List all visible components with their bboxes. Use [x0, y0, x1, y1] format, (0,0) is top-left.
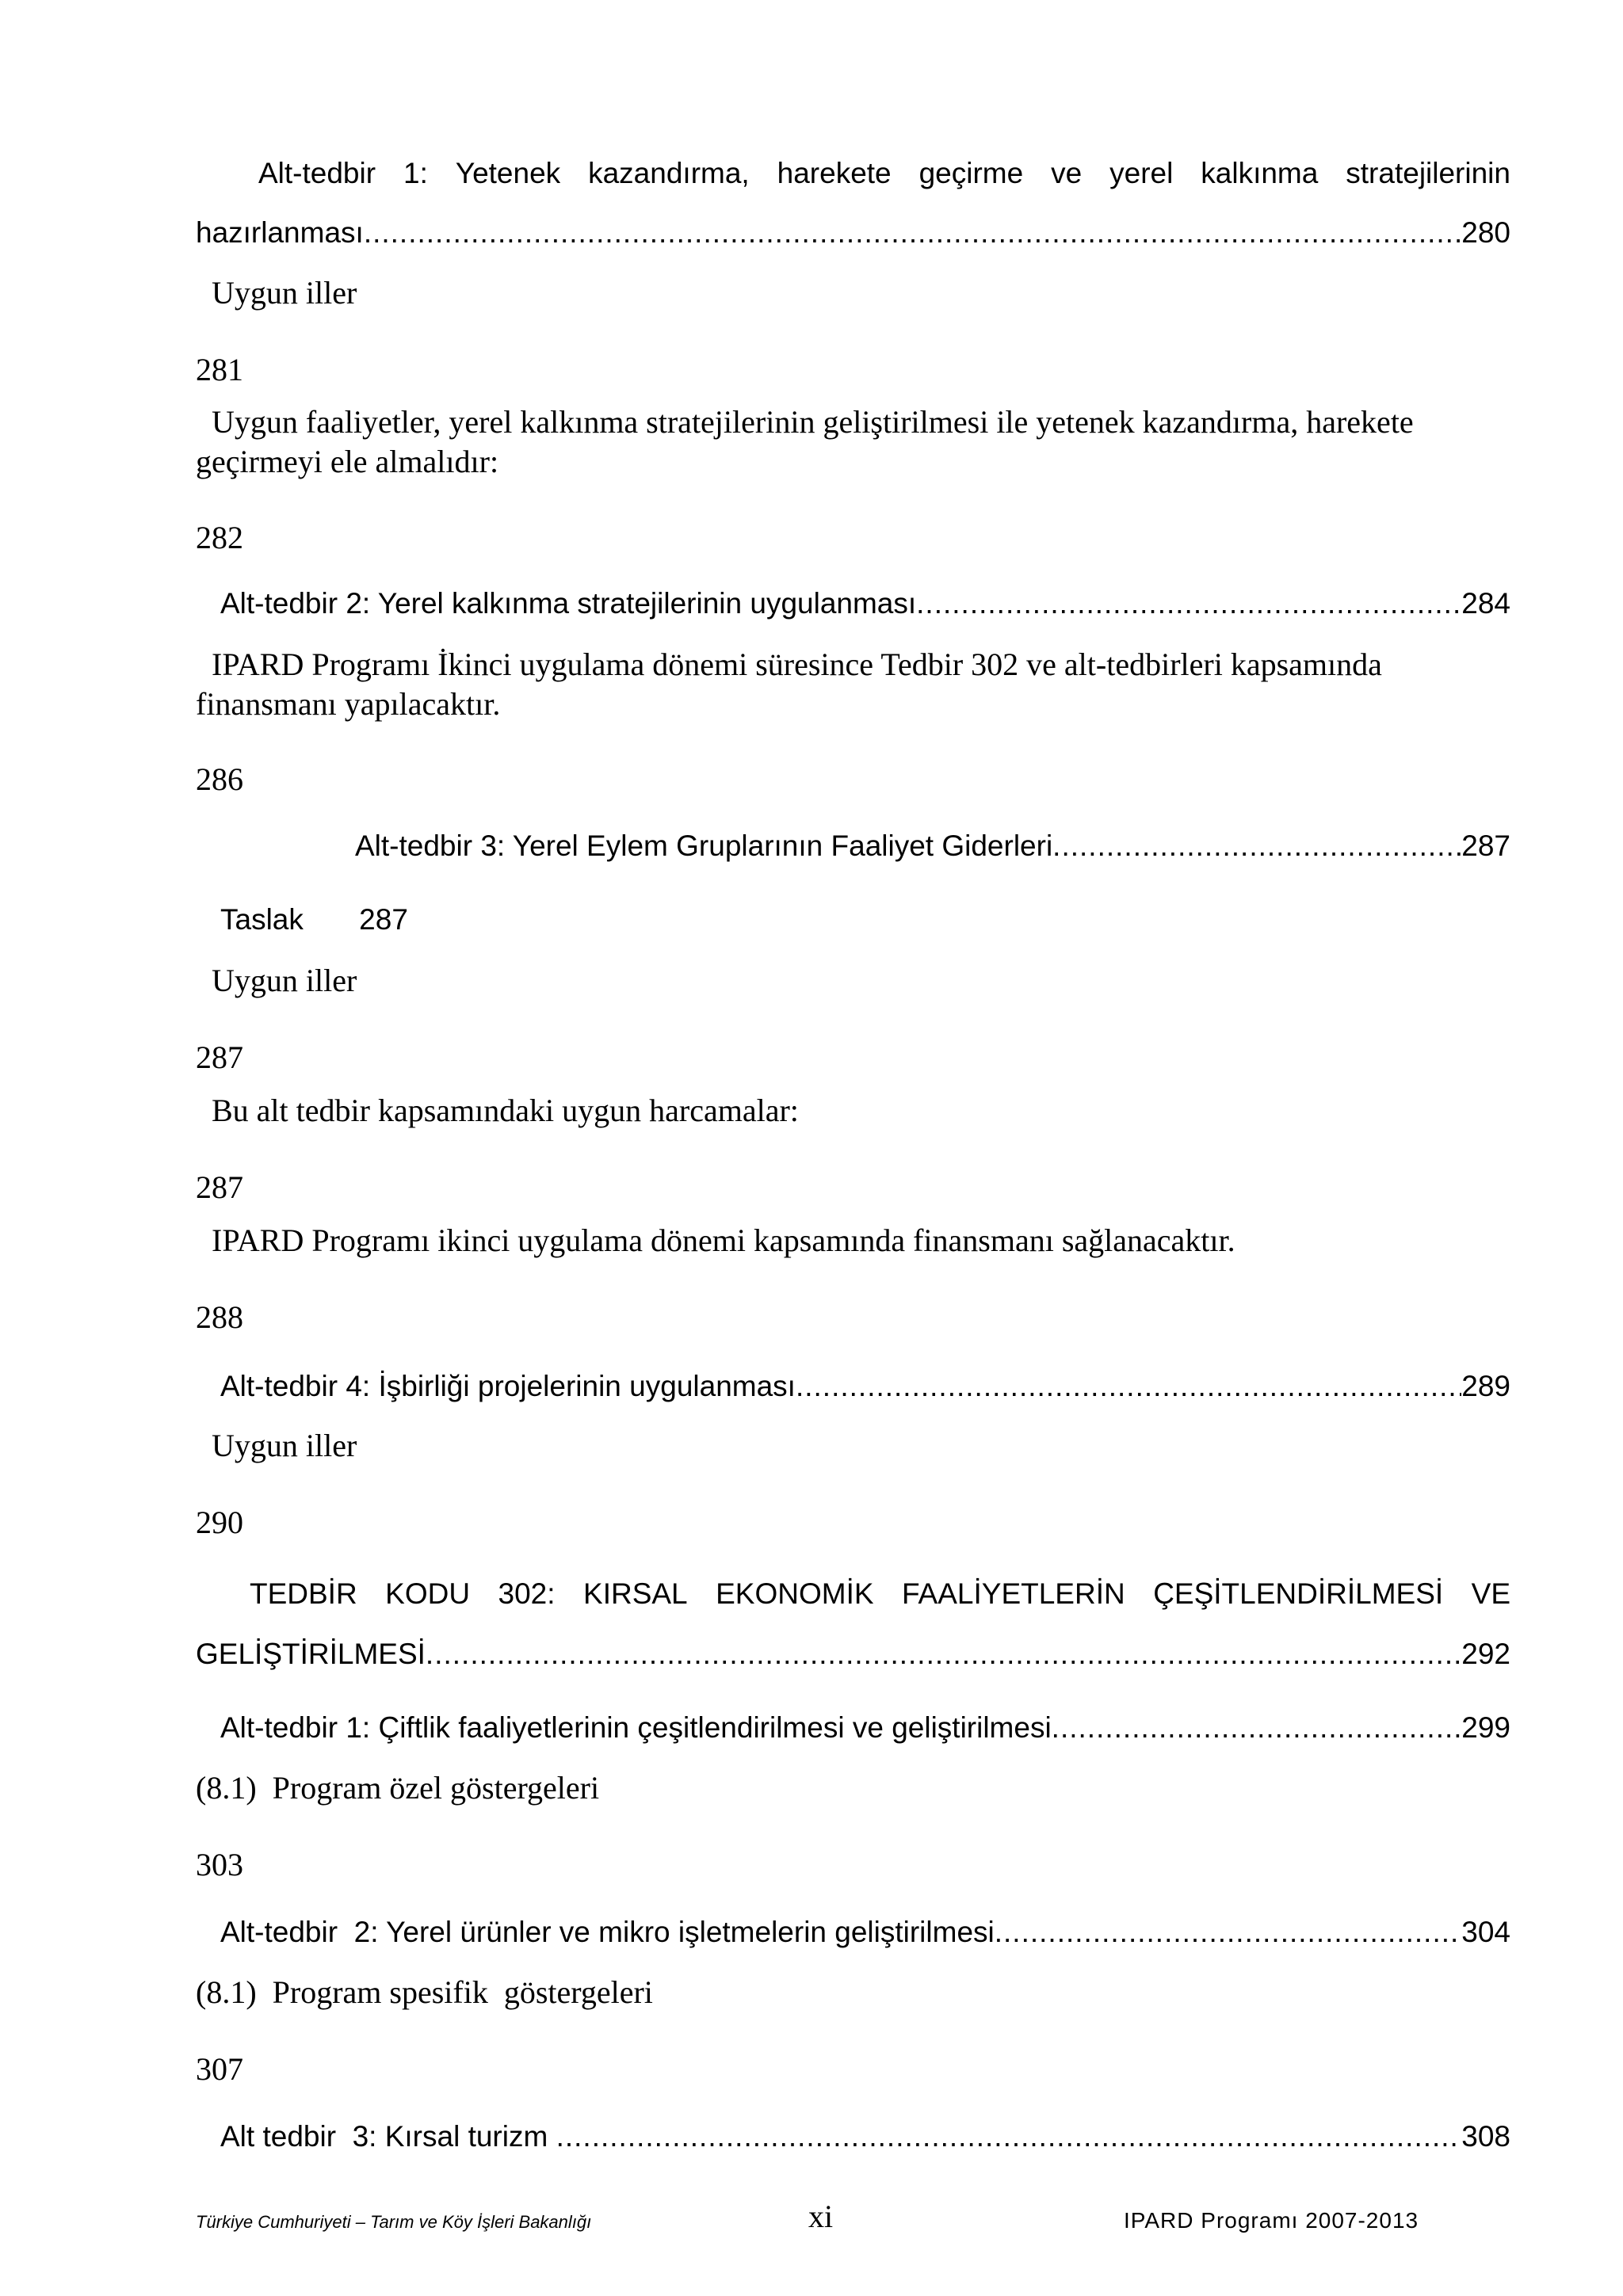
toc-page-number: 292: [1461, 1638, 1510, 1670]
toc-page-number: 308: [1461, 2120, 1510, 2153]
toc-entry-text: Alt-tedbir 1: Çiftlik faaliyetlerinin çeşitlendirilmesi ve geliştirilmesi: [220, 1711, 1052, 1744]
toc-entry-word: kazandırma,: [588, 157, 750, 189]
toc-heading-uygun-harcamalar: Bu alt tedbir kapsamındaki uygun harcamalar:: [212, 1093, 799, 1128]
toc-entry-tedbir-302-line1[interactable]: [250, 1577, 1510, 1611]
toc-page-number: 299: [1461, 1711, 1510, 1744]
toc-entry-alt-tedbir-1-line2[interactable]: [196, 216, 1510, 250]
toc-page-ref: 286: [196, 761, 243, 797]
toc-entry-word: Yetenek: [455, 157, 561, 189]
toc-entry-alt-tedbir-4[interactable]: [220, 1370, 1510, 1403]
toc-entry-word: stratejilerinin: [1346, 157, 1510, 189]
toc-entry-alt-tedbir-3-kirsal-turizm[interactable]: [220, 2120, 1510, 2153]
toc-leader-dots: [916, 587, 1461, 620]
toc-entry-word: VE: [1471, 1577, 1510, 1610]
toc-leader-dots: [995, 1916, 1462, 1949]
toc-page-number: 284: [1461, 587, 1510, 620]
toc-entry-taslak[interactable]: [220, 903, 408, 936]
toc-page-ref: 287: [196, 1169, 243, 1205]
toc-leader-dots: [1052, 830, 1461, 863]
toc-entry-text: Taslak: [220, 903, 304, 936]
toc-page-number: 304: [1461, 1916, 1510, 1948]
footer-ministry: Türkiye Cumhuriyeti – Tarım ve Köy İşleri Bakanlığı: [196, 2212, 592, 2232]
toc-entry-text: Alt-tedbir 3: Yerel Eylem Gruplarının Faaliyet Giderleri: [355, 830, 1053, 862]
toc-heading-uygun-iller: Uygun iller: [212, 1428, 357, 1463]
toc-entry-word: harekete: [777, 157, 892, 189]
toc-page-ref: 303: [196, 1847, 243, 1882]
toc-entry-word: ÇEŞİTLENDİRİLMESİ: [1153, 1577, 1444, 1610]
toc-entry-word: KODU: [385, 1577, 471, 1610]
toc-entry-text: Alt-tedbir 2: Yerel ürünler ve mikro işletmelerin geliştirilmesi: [220, 1916, 995, 1948]
toc-leader-dots: [426, 1638, 1461, 1671]
toc-page-ref: 287: [196, 1039, 243, 1075]
toc-page-ref: 281: [196, 352, 243, 387]
toc-page-number: 287: [1461, 830, 1510, 862]
toc-page-number: 280: [1461, 216, 1510, 249]
toc-heading-ipard-ikinci-kapsaminda: IPARD Programı ikinci uygulama dönemi kapsamında finansmanı sağlanacaktır.: [212, 1222, 1235, 1258]
toc-entry-word: KIRSAL: [583, 1577, 688, 1610]
toc-page-number: 287: [359, 903, 408, 936]
toc-entry-alt-tedbir-2[interactable]: [220, 587, 1510, 620]
toc-entry-word: ve: [1051, 157, 1083, 189]
toc-page-ref: 307: [196, 2051, 243, 2087]
footer-program-title: IPARD Programı 2007-2013: [1124, 2208, 1419, 2233]
toc-entry-word: EKONOMİK: [716, 1577, 874, 1610]
toc-entry-word: Alt-tedbir: [258, 157, 376, 189]
toc-leader-dots: [796, 1370, 1461, 1403]
toc-entry-alt-tedbir-3[interactable]: [355, 830, 1510, 863]
toc-entry-word: kalkınma: [1201, 157, 1319, 189]
toc-heading-uygun-iller: Uygun iller: [212, 963, 357, 998]
toc-page-ref: 290: [196, 1505, 243, 1540]
toc-entry-word: FAALİYETLERİN: [902, 1577, 1125, 1610]
toc-leader-dots: [364, 216, 1461, 250]
toc-heading-ipard-ikinci: IPARD Programı İkinci uygulama dönemi süresince Tedbir 302 ve alt-tedbirleri kapsamında finansmanı yapılacaktır.: [196, 646, 1382, 722]
toc-entry-word: 1:: [403, 157, 428, 189]
toc-entry-word: 302:: [498, 1577, 556, 1610]
toc-heading-uygun-iller: Uygun iller: [212, 275, 357, 311]
toc-page-ref: 288: [196, 1299, 243, 1335]
footer-page-number: xi: [808, 2199, 834, 2234]
toc-heading-uygun-faaliyetler: Uygun faaliyetler, yerel kalkınma stratejilerinin geliştirilmesi ile yetenek kazandırma, harekete geçirmeyi ele almalıdır:: [196, 404, 1414, 479]
toc-entry-alt-tedbir-1-ciftlik[interactable]: [220, 1711, 1510, 1745]
toc-entry-text: Alt-tedbir 2: Yerel kalkınma stratejilerinin uygulanması: [220, 587, 917, 620]
toc-leader-dots: [556, 2120, 1462, 2153]
toc-entry-word: yerel: [1109, 157, 1174, 189]
toc-entry-alt-tedbir-2-yerel-urunler[interactable]: [220, 1916, 1510, 1949]
toc-leader-dots: [1052, 1711, 1462, 1745]
toc-heading-program-spesifik-gostergeleri: (8.1) Program spesifik göstergeleri: [196, 1974, 653, 2010]
toc-entry-alt-tedbir-1-line1[interactable]: [258, 157, 1510, 190]
toc-entry-text: hazırlanması: [196, 216, 364, 249]
toc-heading-program-ozel-gostergeleri: (8.1) Program özel göstergeleri: [196, 1770, 600, 1806]
toc-page-number: 289: [1461, 1370, 1510, 1402]
toc-entry-text: Alt-tedbir 4: İşbirliği projelerinin uygulanması: [220, 1370, 796, 1402]
toc-entry-word: geçirme: [918, 157, 1024, 189]
toc-entry-text: GELİŞTİRİLMESİ: [196, 1638, 426, 1670]
toc-entry-word: TEDBİR: [250, 1577, 357, 1610]
toc-page-ref: 282: [196, 520, 243, 555]
toc-entry-tedbir-302-line2[interactable]: [196, 1638, 1510, 1671]
toc-entry-text: Alt tedbir 3: Kırsal turizm: [220, 2120, 556, 2153]
